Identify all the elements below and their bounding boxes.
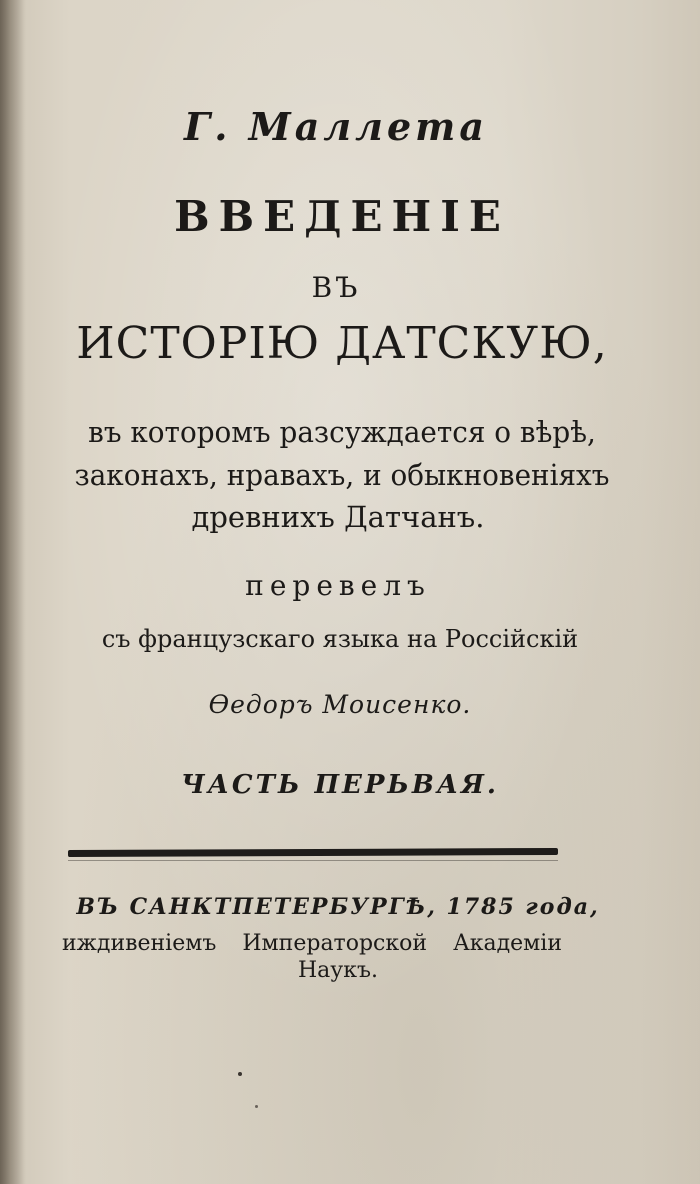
divider-rule bbox=[68, 848, 558, 857]
description-line-1: въ которомъ разсуждается о вѣрѣ, bbox=[88, 415, 596, 449]
title-line-2: ВЪ bbox=[311, 271, 361, 304]
description-line-2: законахъ, нравахъ, и обыкновеніяхъ bbox=[74, 458, 610, 492]
imprint-last-line: Наукъ. bbox=[298, 958, 378, 983]
ink-speck bbox=[255, 1105, 258, 1108]
title-line-1: ВВЕДЕНІЕ bbox=[174, 192, 510, 241]
imprint-word-3: Академіи bbox=[453, 931, 562, 956]
description-line-3: древнихъ Датчанъ. bbox=[191, 500, 485, 534]
part-label: ЧАСТЬ ПЕРЬВАЯ. bbox=[181, 770, 499, 800]
title-line-3: ИСТОРІЮ ДАТСКУЮ, bbox=[76, 318, 608, 369]
imprint-publisher-row bbox=[62, 933, 562, 955]
imprint-word-2: Императорской bbox=[242, 931, 428, 956]
translator-name: Өедоръ Моисенко. bbox=[208, 690, 472, 719]
author-line: Г. Маллета bbox=[183, 104, 488, 149]
imprint-city-year: ВЪ САНКТПЕТЕРБУРГѢ, 1785 года, bbox=[76, 894, 600, 920]
source-language-line: съ французскаго языка на Россійскій bbox=[101, 625, 579, 653]
imprint-word-1: иждивеніемъ bbox=[62, 931, 217, 956]
divider-rule-shadow bbox=[68, 860, 558, 861]
translated-by-line: перевелъ bbox=[245, 569, 431, 602]
ink-speck bbox=[238, 1072, 242, 1076]
